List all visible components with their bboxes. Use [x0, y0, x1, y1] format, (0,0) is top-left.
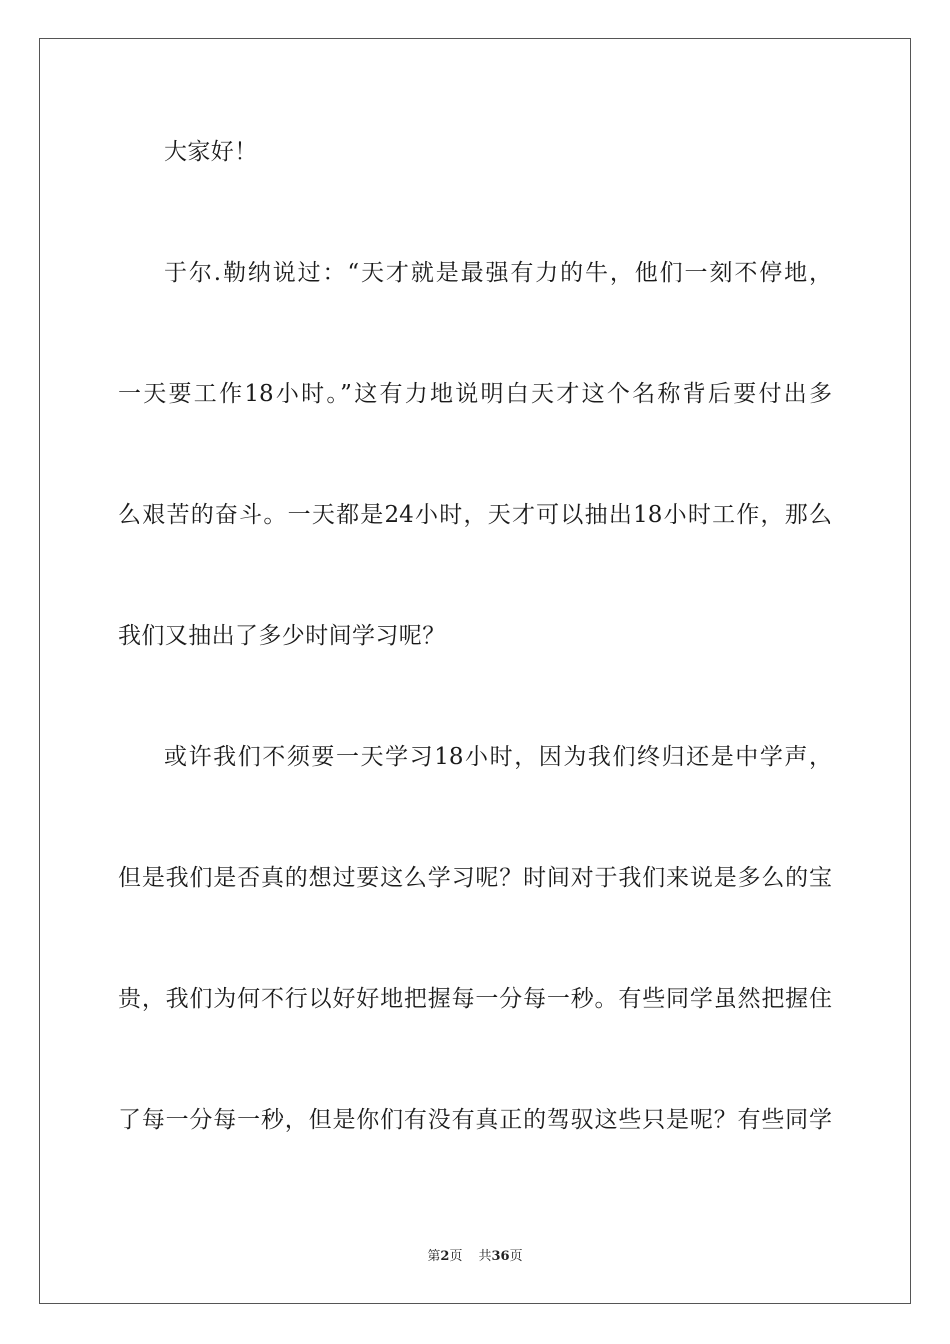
paragraph-2-line-1: 或许我们不须要一天学习18小时，因为我们终归还是中学声， [164, 744, 832, 770]
footer-total-suffix: 页 [509, 1249, 523, 1264]
greeting-line: 大家好！ [164, 139, 258, 165]
paragraph-1-line-1: 于尔.勒纳说过：“天才就是最强有力的牛，他们一刻不停地， [164, 260, 832, 286]
paragraph-1-line-4: 我们又抽出了多少时间学习呢？ [118, 623, 446, 649]
footer-current-page: 2 [440, 1249, 450, 1264]
page-footer [0, 1248, 950, 1266]
footer-page-prefix: 第 [427, 1249, 441, 1264]
footer-page-suffix: 页 [449, 1249, 463, 1264]
paragraph-1-line-3: 么艰苦的奋斗。一天都是24小时，天才可以抽出18小时工作，那么 [118, 502, 832, 528]
paragraph-2-line-3: 贵，我们为何不行以好好地把握每一分每一秒。有些同学虽然把握住 [118, 986, 832, 1012]
paragraph-1-line-2: 一天要工作18小时。”这有力地说明白天才这个名称背后要付出多 [118, 381, 832, 407]
paragraph-2-line-4: 了每一分每一秒，但是你们有没有真正的驾驭这些只是呢？有些同学 [118, 1107, 832, 1133]
footer-total-prefix: 共 [478, 1249, 492, 1264]
paragraph-2-line-2: 但是我们是否真的想过要这么学习呢？时间对于我们来说是多么的宝 [118, 865, 832, 891]
footer-total-pages: 36 [491, 1249, 510, 1264]
